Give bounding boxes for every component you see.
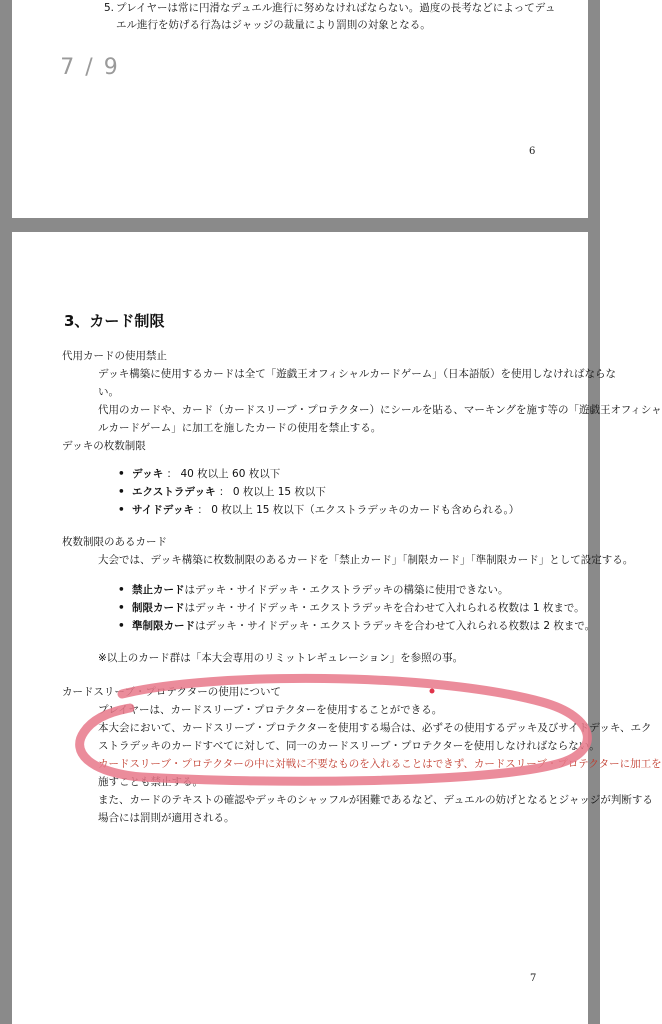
restricted-intro: 大会では、デッキ構築に枚数制限のあるカードを「禁止カード」「制限カード」「準制限カード」として設定する。	[98, 554, 634, 566]
page-6	[12, 0, 588, 218]
sleeve-line-1: プレイヤーは、カードスリーブ・プロテクターを使用することができる。	[98, 704, 443, 716]
restricted-heading: 枚数制限のあるカード	[62, 536, 167, 548]
restricted-item: • 禁止カードはデッキ・サイドデッキ・エクストラデッキの構築に使用できない。	[118, 584, 509, 596]
page-indicator: 7 / 9	[44, 48, 136, 86]
sleeve-line-6: また、カードのテキストの確認やデッキのシャッフルが困難であるなど、デュエルの妨げとなるとジャッジが判断する	[98, 794, 653, 806]
item-text: プレイヤーは常に円滑なデュエル進行に努めなければならない。過度の長考などによってデュエル進行を妨げる行為はジャッジの裁量により罰則の対象となる。	[116, 2, 556, 31]
deck-limit-item: • デッキ ： 40 枚以上 60 枚以下	[118, 468, 281, 480]
page-number: 7	[530, 973, 537, 984]
sleeve-line-2: 本大会において、カードスリーブ・プロテクターを使用する場合は、必ずその使用するデッキ及びサイドデッキ、エク	[98, 722, 652, 734]
section-title: 3、カード制限	[64, 312, 165, 330]
proxy-line-3: 代用のカードや、カード（カードスリーブ・プロテクター）にシールを貼る、マーキングを施す等の「遊戯王オフィシャ	[98, 404, 662, 416]
proxy-line-2: い。	[98, 386, 119, 398]
page-7	[12, 232, 662, 1024]
page-number: 6	[529, 146, 536, 157]
deck-limit-item: • エクストラデッキ ： 0 枚以上 15 枚以下	[118, 486, 326, 498]
sleeve-line-3: ストラデッキのカードすべてに対して、同一のカードスリーブ・プロテクターを使用しなければならない。	[98, 740, 600, 752]
sleeve-line-7: 場合には罰則が適用される。	[98, 812, 235, 824]
sleeve-line-4: カードスリーブ・プロテクターの中に対戦に不要なものを入れることはできず、カードスリーブ・プロテクターに加工を	[98, 758, 662, 770]
restricted-note: ※以上のカード群は「本大会専用のリミットレギュレーション」を参照の事。	[98, 652, 464, 664]
proxy-line-1: デッキ構築に使用するカードは全て「遊戯王オフィシャルカードゲーム」（日本語版）を使用しなければならな	[98, 368, 616, 380]
deck-limit-heading: デッキの枚数制限	[62, 440, 146, 452]
restricted-item: • 制限カードはデッキ・サイドデッキ・エクストラデッキを合わせて入れられる枚数は 1 枚まで。	[118, 602, 585, 614]
restricted-item: • 準制限カードはデッキ・サイドデッキ・エクストラデッキを合わせて入れられる枚数は 2 枚まで。	[118, 620, 596, 632]
proxy-line-4: ルカードゲーム」に加工を施したカードの使用を禁止する。	[98, 422, 382, 434]
sleeve-line-5: 施すことも禁止する。	[98, 776, 203, 788]
sleeve-heading: カードスリーブ・プロテクターの使用について	[62, 686, 282, 698]
proxy-heading: 代用カードの使用禁止	[62, 350, 167, 362]
deck-limit-item: • サイドデッキ ： 0 枚以上 15 枚以下（エクストラデッキのカードも含められる。）	[118, 504, 520, 516]
item-number: 5.	[104, 2, 115, 14]
rule-item-5	[104, 0, 564, 34]
